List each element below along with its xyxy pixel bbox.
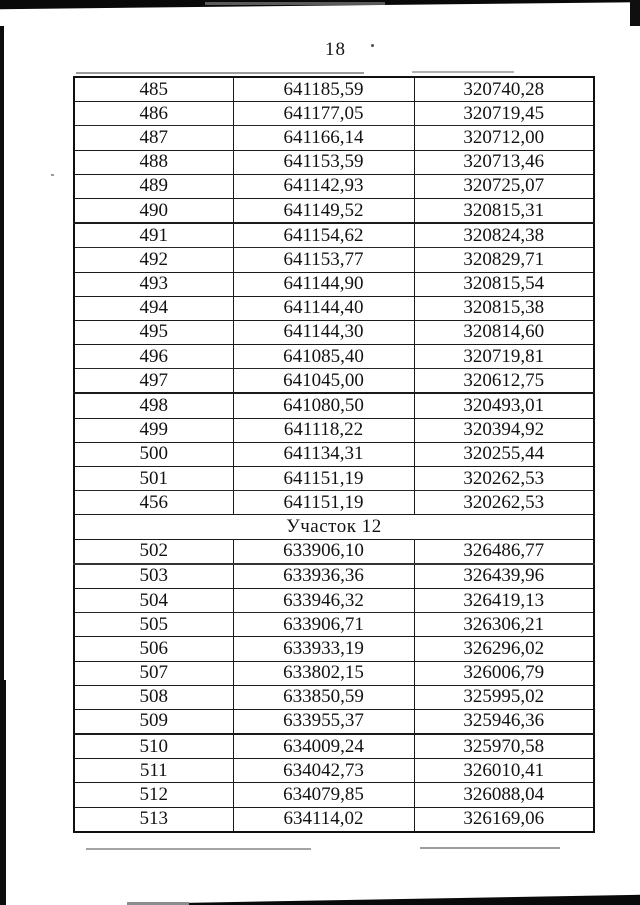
coord-x-cell: 641185,59 xyxy=(233,77,414,102)
table-row xyxy=(74,564,594,589)
point-id-cell: 494 xyxy=(74,296,233,320)
point-id-cell: 512 xyxy=(74,783,233,807)
point-id-cell: 508 xyxy=(74,685,233,709)
coord-x-cell: 633802,15 xyxy=(233,661,414,685)
point-id-cell: 507 xyxy=(74,661,233,685)
coord-y-cell: 320815,31 xyxy=(414,198,594,223)
table-row xyxy=(74,783,594,807)
table-row xyxy=(74,102,594,126)
scan-artifact-bottom-gray xyxy=(127,902,189,905)
coord-y-cell: 320725,07 xyxy=(414,174,594,198)
page-number: 18 xyxy=(325,39,346,60)
point-id-cell: 495 xyxy=(74,320,233,344)
point-id-cell: 499 xyxy=(74,418,233,442)
table-row xyxy=(74,734,594,759)
point-id-cell: 513 xyxy=(74,807,233,832)
coord-x-cell: 641134,31 xyxy=(233,442,414,466)
scan-smudge xyxy=(76,72,364,74)
coord-y-cell: 320255,44 xyxy=(414,442,594,466)
table-row xyxy=(74,637,594,661)
table-row xyxy=(74,613,594,637)
coord-y-cell: 326169,06 xyxy=(414,807,594,832)
coord-y-cell: 320612,75 xyxy=(414,369,594,394)
table-row xyxy=(74,369,594,394)
coord-y-cell: 326486,77 xyxy=(414,539,594,564)
coord-y-cell: 325946,36 xyxy=(414,709,594,734)
scan-artifact-top-edge-gray xyxy=(205,2,385,5)
coord-x-cell: 641153,59 xyxy=(233,150,414,174)
coord-x-cell: 633906,10 xyxy=(233,539,414,564)
scan-artifact-bottom-edge xyxy=(165,893,640,905)
table-row xyxy=(74,491,594,515)
coord-y-cell: 320740,28 xyxy=(414,77,594,102)
coord-y-cell: 326306,21 xyxy=(414,613,594,637)
point-id-cell: 491 xyxy=(74,223,233,248)
coord-y-cell: 320713,46 xyxy=(414,150,594,174)
coord-x-cell: 641153,77 xyxy=(233,248,414,272)
scan-artifact-left-edge-wide xyxy=(0,680,6,905)
coord-x-cell: 634009,24 xyxy=(233,734,414,759)
scan-smudge xyxy=(420,847,560,849)
coord-y-cell: 320712,00 xyxy=(414,126,594,150)
table-row xyxy=(74,807,594,832)
table-row xyxy=(74,467,594,491)
section-header-row xyxy=(74,515,594,539)
coord-y-cell: 326006,79 xyxy=(414,661,594,685)
table-row xyxy=(74,77,594,102)
coord-y-cell: 320262,53 xyxy=(414,491,594,515)
point-id-cell: 456 xyxy=(74,491,233,515)
coord-y-cell: 326439,96 xyxy=(414,564,594,589)
table-row xyxy=(74,709,594,734)
point-id-cell: 501 xyxy=(74,467,233,491)
point-id-cell: 510 xyxy=(74,734,233,759)
scan-speck xyxy=(371,44,374,47)
coord-y-cell: 320814,60 xyxy=(414,320,594,344)
coord-x-cell: 641151,19 xyxy=(233,467,414,491)
point-id-cell: 496 xyxy=(74,345,233,369)
coord-y-cell: 320824,38 xyxy=(414,223,594,248)
point-id-cell: 489 xyxy=(74,174,233,198)
coord-x-cell: 641154,62 xyxy=(233,223,414,248)
coordinates-table xyxy=(73,76,595,833)
point-id-cell: 505 xyxy=(74,613,233,637)
table-row xyxy=(74,759,594,783)
scan-smudge xyxy=(86,848,311,850)
coord-x-cell: 633946,32 xyxy=(233,588,414,612)
table-row xyxy=(74,661,594,685)
coord-x-cell: 641085,40 xyxy=(233,345,414,369)
point-id-cell: 498 xyxy=(74,393,233,418)
table-row xyxy=(74,442,594,466)
coord-y-cell: 320829,71 xyxy=(414,248,594,272)
table-row xyxy=(74,296,594,320)
table-row xyxy=(74,198,594,223)
coord-x-cell: 641118,22 xyxy=(233,418,414,442)
table-row xyxy=(74,345,594,369)
point-id-cell: 509 xyxy=(74,709,233,734)
table-row xyxy=(74,685,594,709)
coord-x-cell: 633850,59 xyxy=(233,685,414,709)
coordinate-table-body xyxy=(74,77,594,832)
coord-x-cell: 641149,52 xyxy=(233,198,414,223)
table-row xyxy=(74,150,594,174)
point-id-cell: 506 xyxy=(74,637,233,661)
coord-x-cell: 641177,05 xyxy=(233,102,414,126)
section-header-cell: Участок 12 xyxy=(74,515,594,539)
coord-x-cell: 641144,90 xyxy=(233,272,414,296)
table-row xyxy=(74,393,594,418)
coord-y-cell: 320815,38 xyxy=(414,296,594,320)
point-id-cell: 487 xyxy=(74,126,233,150)
scan-speck xyxy=(51,174,54,176)
point-id-cell: 500 xyxy=(74,442,233,466)
coord-y-cell: 320394,92 xyxy=(414,418,594,442)
coord-y-cell: 320262,53 xyxy=(414,467,594,491)
coord-y-cell: 320815,54 xyxy=(414,272,594,296)
point-id-cell: 497 xyxy=(74,369,233,394)
point-id-cell: 490 xyxy=(74,198,233,223)
coord-x-cell: 641045,00 xyxy=(233,369,414,394)
table-row xyxy=(74,223,594,248)
coord-y-cell: 325970,58 xyxy=(414,734,594,759)
point-id-cell: 485 xyxy=(74,77,233,102)
coord-x-cell: 634079,85 xyxy=(233,783,414,807)
coord-y-cell: 326296,02 xyxy=(414,637,594,661)
coord-x-cell: 634114,02 xyxy=(233,807,414,832)
coord-y-cell: 326088,04 xyxy=(414,783,594,807)
table-row xyxy=(74,126,594,150)
table-row xyxy=(74,588,594,612)
coord-x-cell: 641166,14 xyxy=(233,126,414,150)
coord-y-cell: 320719,45 xyxy=(414,102,594,126)
scan-smudge xyxy=(412,71,514,73)
point-id-cell: 504 xyxy=(74,588,233,612)
point-id-cell: 503 xyxy=(74,564,233,589)
point-id-cell: 493 xyxy=(74,272,233,296)
table-row xyxy=(74,272,594,296)
point-id-cell: 488 xyxy=(74,150,233,174)
table-row xyxy=(74,320,594,344)
coord-x-cell: 641144,40 xyxy=(233,296,414,320)
coord-x-cell: 633936,36 xyxy=(233,564,414,589)
coord-x-cell: 633955,37 xyxy=(233,709,414,734)
coord-y-cell: 320493,01 xyxy=(414,393,594,418)
coord-y-cell: 326010,41 xyxy=(414,759,594,783)
coord-x-cell: 633906,71 xyxy=(233,613,414,637)
point-id-cell: 502 xyxy=(74,539,233,564)
table-row xyxy=(74,418,594,442)
coord-x-cell: 641142,93 xyxy=(233,174,414,198)
table-row xyxy=(74,174,594,198)
coord-y-cell: 320719,81 xyxy=(414,345,594,369)
coord-x-cell: 641144,30 xyxy=(233,320,414,344)
coord-x-cell: 633933,19 xyxy=(233,637,414,661)
table-row xyxy=(74,248,594,272)
point-id-cell: 511 xyxy=(74,759,233,783)
point-id-cell: 486 xyxy=(74,102,233,126)
coord-x-cell: 641151,19 xyxy=(233,491,414,515)
scan-artifact-top-right xyxy=(630,0,640,26)
coord-x-cell: 641080,50 xyxy=(233,393,414,418)
coord-y-cell: 326419,13 xyxy=(414,588,594,612)
point-id-cell: 492 xyxy=(74,248,233,272)
coord-x-cell: 634042,73 xyxy=(233,759,414,783)
table-row xyxy=(74,539,594,564)
coord-y-cell: 325995,02 xyxy=(414,685,594,709)
